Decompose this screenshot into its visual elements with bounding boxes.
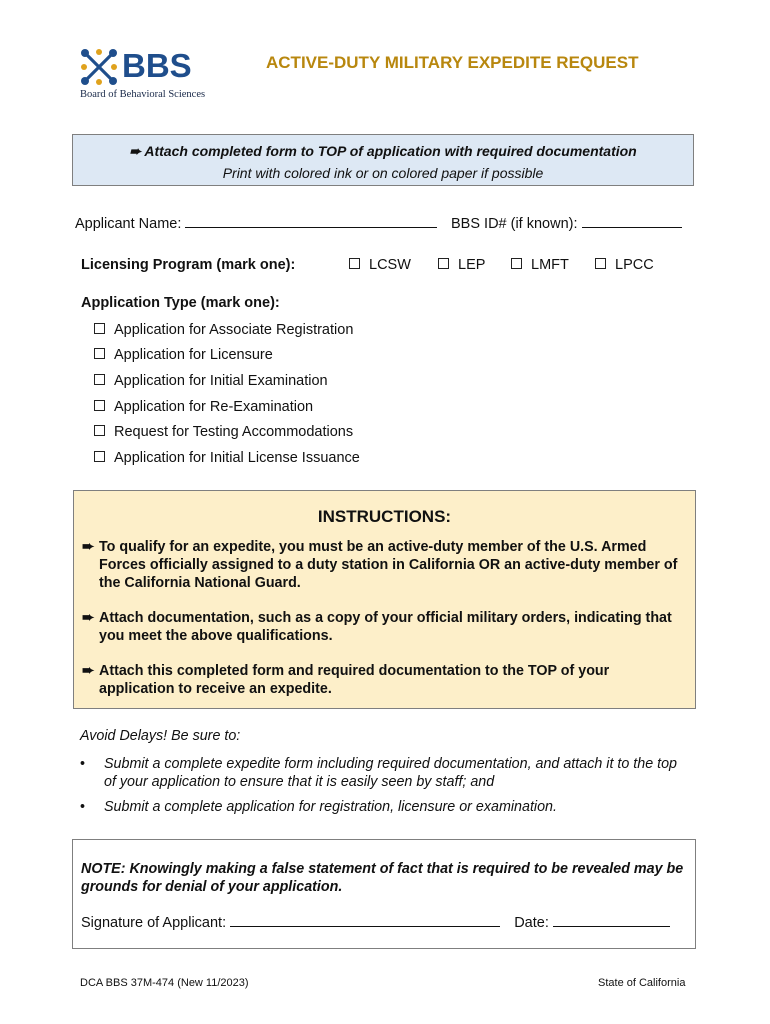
checkbox[interactable] (94, 425, 105, 436)
logo-subtitle: Board of Behavioral Sciences (80, 89, 206, 100)
instructions-box (73, 490, 696, 709)
licensing-option-label: LEP (458, 257, 486, 273)
application-type-option[interactable] (94, 424, 353, 440)
bbs-id-field[interactable] (582, 215, 682, 228)
bbs-logo-icon (80, 48, 118, 86)
instruction-text: Attach documentation, such as a copy of your official military orders, indicating that you meet the above qualifications. (99, 610, 672, 644)
attach-notice-box (72, 134, 694, 186)
application-type-label: Application Type (mark one): (81, 295, 280, 311)
bullet-icon: • (80, 756, 86, 772)
instruction-item (82, 538, 679, 592)
arrow-right-icon: ➨ (129, 143, 141, 159)
option-label: Request for Testing Accommodations (114, 424, 354, 440)
checkbox[interactable] (511, 258, 522, 269)
checkbox[interactable] (349, 258, 360, 269)
option-label: Application for Licensure (114, 347, 273, 363)
licensing-option-lpcc[interactable] (595, 257, 654, 273)
signature-label: Signature of Applicant: (81, 915, 227, 931)
instruction-text: To qualify for an expedite, you must be an active-duty member of the U.S. Armed Forces officially assigned to a duty station in California OR an active-duty member of the California National Guard. (99, 539, 678, 591)
attach-notice-text: Attach completed form to TOP of application with required documentation (144, 143, 637, 159)
form-title: ACTIVE-DUTY MILITARY EXPEDITE REQUEST (266, 53, 639, 72)
instruction-text: Attach this completed form and required documentation to the TOP of your application to receive an expedite. (99, 663, 610, 697)
applicant-name-label: Applicant Name: (75, 216, 182, 232)
arrow-right-icon: ➨ (82, 610, 94, 626)
bbs-logo (80, 48, 220, 102)
checkbox[interactable] (94, 451, 105, 462)
licensing-program-label: Licensing Program (mark one): (81, 257, 296, 273)
applicant-name-field[interactable] (185, 215, 437, 228)
avoid-bullet (80, 755, 690, 791)
checkbox[interactable] (595, 258, 606, 269)
instruction-item (82, 609, 679, 645)
application-type-option[interactable] (94, 373, 328, 389)
form-number: DCA BBS 37M-474 (New 11/2023) (80, 977, 249, 989)
attach-notice-line1 (73, 143, 693, 160)
date-label: Date: (514, 915, 549, 931)
licensing-option-label: LPCC (615, 257, 654, 273)
signature-field[interactable] (230, 914, 500, 927)
licensing-option-lep[interactable] (438, 257, 485, 273)
licensing-option-lcsw[interactable] (349, 257, 411, 273)
avoid-bullet (80, 798, 690, 816)
footer-state: State of California (598, 977, 686, 989)
arrow-right-icon: ➨ (82, 663, 94, 679)
bbs-id-row (451, 215, 682, 232)
bullet-text: Submit a complete application for registration, licensure or examination. (104, 799, 557, 815)
option-label: Application for Initial License Issuance (114, 450, 360, 466)
checkbox[interactable] (94, 374, 105, 385)
bullet-icon: • (80, 799, 86, 815)
option-label: Application for Re-Examination (114, 399, 314, 415)
licensing-option-label: LMFT (531, 257, 569, 273)
avoid-delays-heading: Avoid Delays! Be sure to: (80, 728, 241, 744)
logo-text: BBS (122, 47, 192, 84)
licensing-option-label: LCSW (369, 257, 411, 273)
checkbox[interactable] (94, 400, 105, 411)
instruction-item (82, 662, 679, 698)
checkbox[interactable] (94, 348, 105, 359)
option-label: Application for Associate Registration (114, 322, 354, 338)
checkbox[interactable] (94, 323, 105, 334)
note-text: NOTE: Knowingly making a false statement of fact that is required to be revealed may be grounds for denial of your application. (81, 861, 684, 895)
checkbox[interactable] (438, 258, 449, 269)
applicant-name-row (75, 215, 437, 232)
instructions-title: INSTRUCTIONS: (317, 507, 452, 526)
signature-row (81, 914, 670, 931)
application-type-option[interactable] (94, 399, 313, 415)
arrow-right-icon: ➨ (82, 539, 94, 555)
note-box (72, 839, 696, 949)
licensing-option-lmft[interactable] (511, 257, 569, 273)
attach-notice-line2: Print with colored ink or on colored paper if possible (222, 165, 544, 181)
bullet-text: Submit a complete expedite form including required documentation, and attach it to the top of your application to ensure that it is easily seen by staff; and (104, 756, 678, 790)
option-label: Application for Initial Examination (114, 373, 328, 389)
bbs-id-label: BBS ID# (if known): (451, 216, 578, 232)
application-type-option[interactable] (94, 450, 360, 466)
application-type-option[interactable] (94, 322, 353, 338)
date-field[interactable] (553, 914, 670, 927)
application-type-option[interactable] (94, 347, 273, 363)
